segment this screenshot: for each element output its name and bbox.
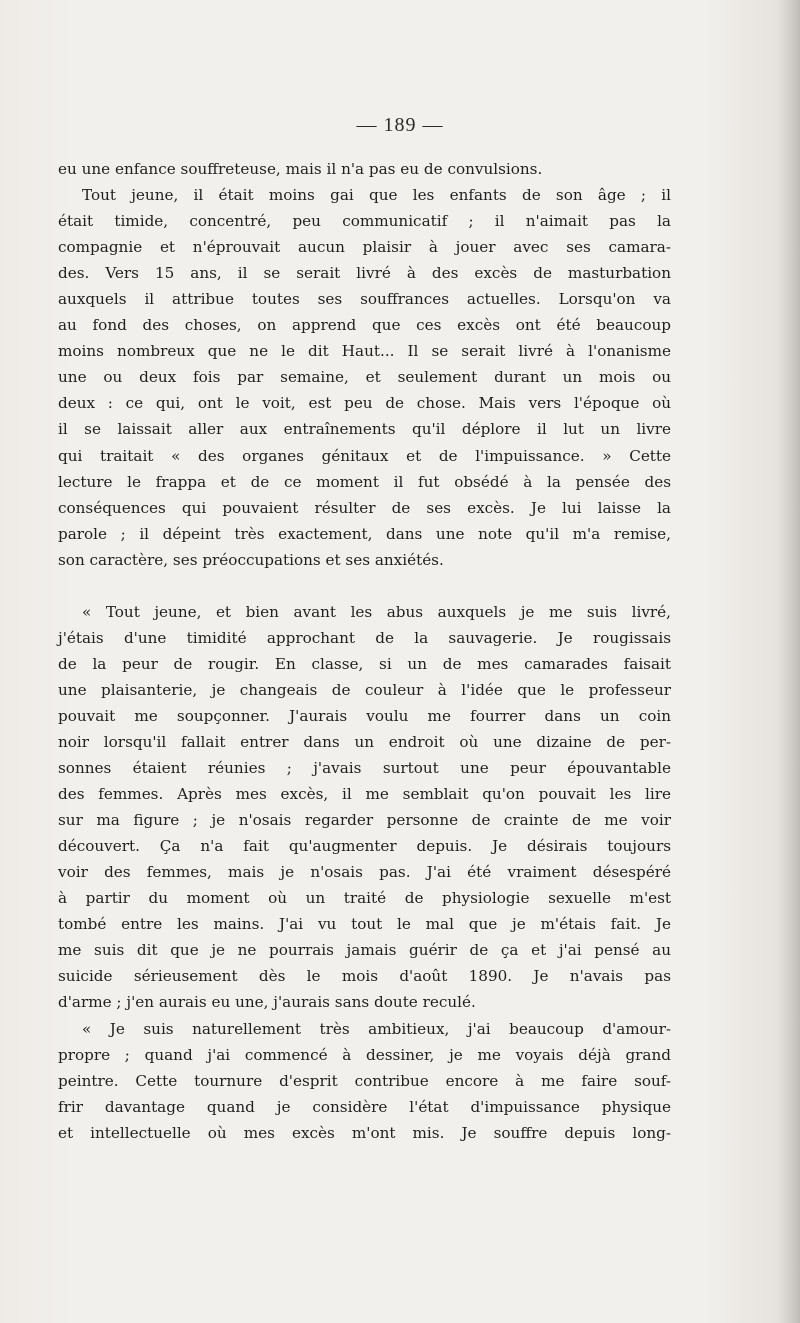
text-line: il se laissait aller aux entraînements qu'il déplore il lut un livre	[58, 420, 671, 439]
text-line: tombé entre les mains. J'ai vu tout le mal que je m'étais fait. Je	[58, 915, 671, 934]
paragraph-gap	[58, 573, 671, 599]
text-line: parole ; il dépeint très exactement, dans une note qu'il m'a remise,	[58, 524, 671, 543]
text-line: des femmes. Après mes excès, il me semblait qu'on pouvait les lire	[58, 785, 671, 804]
text-line: auxquels il attribue toutes ses souffrances actuelles. Lorsqu'on va	[58, 290, 671, 309]
text-line: à partir du moment où un traité de physiologie sexuelle m'est	[58, 889, 671, 908]
text-line: eu une enfance souffreteuse, mais il n'a pas eu de convulsions.	[58, 160, 543, 178]
text-line: me suis dit que je ne pourrais jamais guérir de ça et j'ai pensé au	[58, 941, 671, 960]
text-line: propre ; quand j'ai commencé à dessiner, je me voyais déjà grand	[58, 1045, 671, 1064]
paragraph	[58, 182, 671, 573]
text-line: frir davantage quand je considère l'état d'impuissance physique	[58, 1097, 671, 1116]
paragraph	[58, 1016, 671, 1146]
paragraph	[58, 156, 671, 182]
text-line: au fond des choses, on apprend que ces excès ont été beaucoup	[58, 316, 671, 335]
text-line: noir lorsqu'il fallait entrer dans un endroit où une dizaine de per-	[58, 732, 671, 751]
text-line: pouvait me soupçonner. J'aurais voulu me fourrer dans un coin	[58, 706, 671, 725]
text-line: compagnie et n'éprouvait aucun plaisir à jouer avec ses camara-	[58, 238, 671, 257]
text-line: de la peur de rougir. En classe, si un de mes camarades faisait	[58, 654, 671, 673]
page-number: — 189 —	[356, 114, 444, 136]
text-line: lecture le frappa et de ce moment il fut obsédé à la pensée des	[58, 472, 671, 491]
paragraph	[58, 599, 671, 1016]
text-line: des. Vers 15 ans, il se serait livré à des excès de masturbation	[58, 264, 671, 283]
text-line: et intellectuelle où mes excès m'ont mis. Je souffre depuis long-	[58, 1123, 671, 1142]
text-line: j'étais d'une timidité approchant de la sauvagerie. Je rougissais	[58, 628, 671, 647]
text-line: deux : ce qui, ont le voit, est peu de chose. Mais vers l'époque où	[58, 394, 671, 413]
text-line: sonnes étaient réunies ; j'avais surtout une peur épouvantable	[58, 759, 671, 778]
text-line: « Tout jeune, et bien avant les abus auxquels je me suis livré,	[82, 602, 671, 621]
text-line: son caractère, ses préoccupations et ses anxiétés.	[58, 550, 444, 569]
text-line: découvert. Ça n'a fait qu'augmenter depuis. Je désirais toujours	[58, 837, 671, 856]
body-text	[58, 156, 671, 1146]
text-line: une plaisanterie, je changeais de couleur à l'idée que le professeur	[58, 680, 671, 699]
text-line: sur ma figure ; je n'osais regarder personne de crainte de me voir	[58, 811, 671, 830]
text-line: était timide, concentré, peu communicatif ; il n'aimait pas la	[58, 212, 671, 231]
page-edge-shadow	[778, 0, 800, 1323]
text-line: Tout jeune, il était moins gai que les enfants de son âge ; il	[82, 186, 671, 205]
text-line: voir des femmes, mais je n'osais pas. J'ai été vraiment désespéré	[58, 863, 671, 882]
text-line: peintre. Cette tournure d'esprit contribue encore à me faire souf-	[58, 1071, 671, 1090]
text-line: d'arme ; j'en aurais eu une, j'aurais sans doute reculé.	[58, 993, 476, 1012]
text-line: suicide sérieusement dès le mois d'août 1890. Je n'avais pas	[58, 967, 671, 986]
text-line: « Je suis naturellement très ambitieux, j'ai beaucoup d'amour-	[82, 1019, 671, 1038]
text-line: une ou deux fois par semaine, et seulement durant un mois ou	[58, 368, 671, 387]
text-line: moins nombreux que ne le dit Haut... Il se serait livré à l'onanisme	[58, 342, 671, 361]
text-line: qui traitait « des organes génitaux et de l'impuissance. » Cette	[58, 446, 671, 465]
text-line: conséquences qui pouvaient résulter de ses excès. Je lui laisse la	[58, 498, 671, 517]
